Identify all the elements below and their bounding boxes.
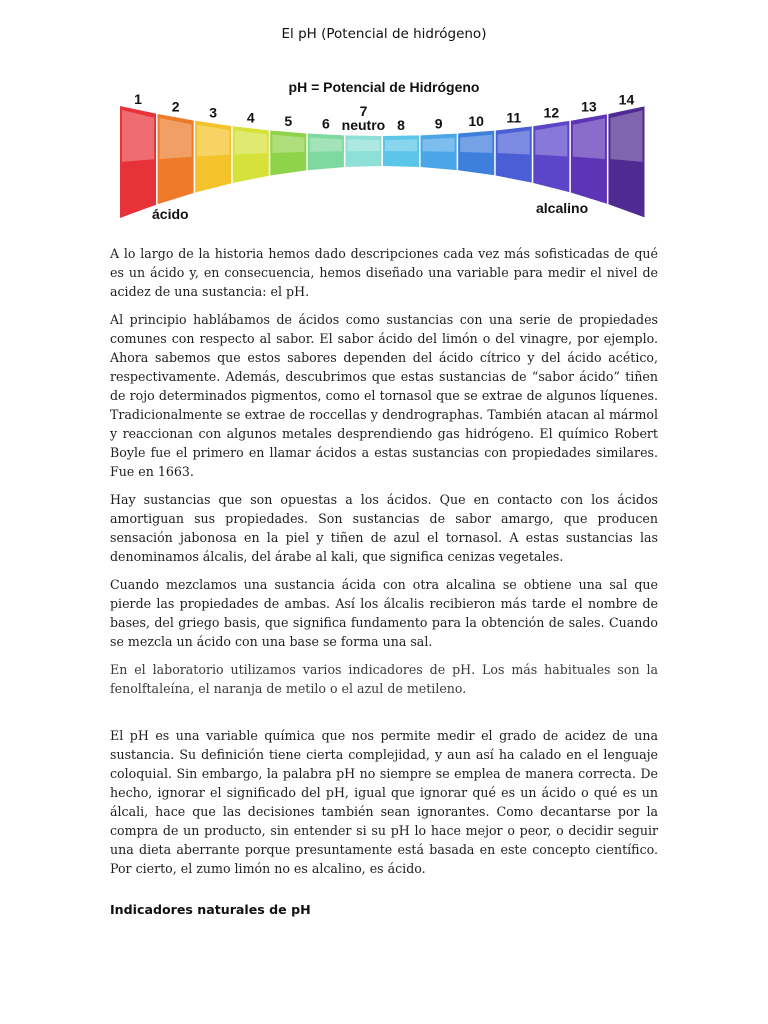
ph-bar-highlight-8 xyxy=(385,139,417,151)
ph-bar-highlight-13 xyxy=(573,118,605,159)
ph-bar-highlight-10 xyxy=(460,135,492,153)
document-title: El pH (Potencial de hidrógeno) xyxy=(281,26,487,42)
ph-bar-highlight-7 xyxy=(347,139,379,151)
ph-level-8: 8 xyxy=(397,116,405,133)
paragraph-alkalis: Hay sustancias que son opuestas a los ácidos. Que en contacto con los ácidos amortiguan sus propiedades. Son sustancias de sabor amargo, que producen sensación jabonosa en la piel y tiñen de azul el tornasol. A estas sustancias las denominamos álcalis, del árabe al kali, que significa cenizas vegetales. xyxy=(110,492,658,564)
ph-level-3: 3 xyxy=(209,104,218,121)
ph-level-13: 13 xyxy=(581,98,597,115)
ph-bar-highlight-1 xyxy=(122,110,154,162)
ph-level-11: 11 xyxy=(506,109,522,126)
ph-bar-highlight-2 xyxy=(160,118,192,159)
ph-level-10: 10 xyxy=(468,113,484,130)
document-body xyxy=(110,244,658,919)
section-heading: Indicadores naturales de pH xyxy=(110,902,311,917)
ph-level-12: 12 xyxy=(543,104,560,121)
ph-level-6: 6 xyxy=(321,115,330,132)
ph-banner-title: pH = Potencial de Hidrógeno xyxy=(288,79,480,95)
paragraph-intro: A lo largo de la historia hemos dado descripciones cada vez más sofisticadas de qué es un ácido y, en consecuencia, hemos diseñado una variable para medir el nivel de acidez de una sustancia: el pH. xyxy=(110,246,658,299)
ph-scale-figure xyxy=(110,74,658,224)
paragraph-ph-variable: El pH es una variable química que nos permite medir el grado de acidez de una sustancia. Su definición tiene cierta complejidad, y aun así ha calado en el lenguaje coloquial. Sin embargo, la palabra pH no siempre se emplea de manera correcta. De hecho, ignorar el significado del pH, igual que ignorar qué es un ácido o qué es un álcali, hace que las decisiones también sean ignorantes. Como decantarse por la compra de un producto, sin entender si su pH lo hace mejor o peor, o decidir seguir una dieta aberrante porque presuntamente está basada en este concepto científico. Por cierto, el zumo limón no es alcalino, es ácido. xyxy=(110,728,658,876)
ph-level-1: 1 xyxy=(134,90,142,107)
ph-level-14: 14 xyxy=(618,91,635,108)
ph-level-4: 4 xyxy=(246,109,255,126)
ph-bar-highlight-14 xyxy=(610,110,642,162)
ph-bar-highlight-9 xyxy=(423,138,455,152)
paragraph-acids-history: Al principio hablábamos de ácidos como sustancias con una serie de propiedades comunes con respecto al sabor. El sabor ácido del limón o del vinagre, por ejemplo. Ahora sabemos que estos sabores dependen del ácido cítrico y del ácido acético, respectivamente. Además, descubrimos que estas sustancias de “sabor ácido” tiñen de rojo determinados pigmentos, como el tornasol que se extrae de algunos líquenes. Tradicionalmente se extrae de roccellas y dendrographas. También atacan al mármol y reaccionan con algunos metales desprendiendo gas hidrógeno. El químico Robert Boyle fue el primero en llamar ácidos a estas sustancias con propiedades similares. Fue en 1663. xyxy=(110,312,658,479)
ph-level-7: 7 xyxy=(359,102,368,119)
ph-acid-label: ácido xyxy=(152,206,189,222)
ph-bar-highlight-5 xyxy=(272,134,304,153)
ph-level-9: 9 xyxy=(434,115,443,132)
ph-level-2: 2 xyxy=(171,98,180,115)
ph-level-5: 5 xyxy=(284,113,293,130)
paragraph-salts: Cuando mezclamos una sustancia ácida con otra alcalina se obtiene una sal que pierde las propiedades de ambas. Así los álcalis recibieron más tarde el nombre de bases, del griego basis, que significa fundamento para la obtención de sales. Cuando se mezcla un ácido con una base se forma una sal. xyxy=(110,577,658,649)
ph-scale-graphic xyxy=(110,74,658,224)
ph-neutral-label: neutro xyxy=(341,116,386,133)
ph-alkaline-label: alcalino xyxy=(536,200,589,216)
ph-bar-highlight-11 xyxy=(498,130,530,154)
paragraph-indicators: En el laboratorio utilizamos varios indicadores de pH. Los más habituales son la fenolftaleína, el naranja de metilo o el azul de metileno. xyxy=(110,662,658,696)
ph-bar-highlight-3 xyxy=(197,125,229,157)
ph-bar-highlight-12 xyxy=(535,125,567,157)
ph-bar-highlight-4 xyxy=(235,130,267,154)
ph-bar-highlight-6 xyxy=(310,138,342,152)
